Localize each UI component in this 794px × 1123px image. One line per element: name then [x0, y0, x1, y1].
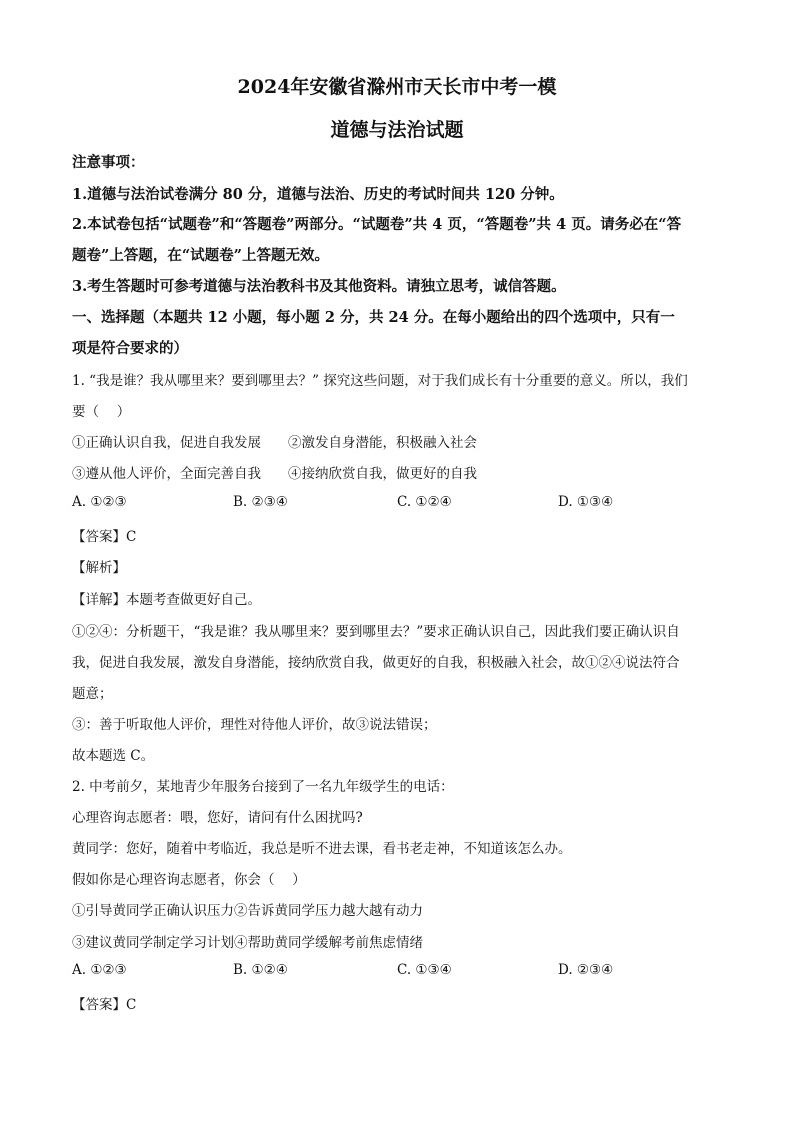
q2-items-b: ③建议黄同学制定学习计划④帮助黄同学缓解考前焦虑情绪	[72, 935, 423, 951]
q1-option-d: D. ①③④	[558, 494, 614, 510]
q1-stem-a: 1. “我是谁？我从哪里来？要到哪里去？” 探究这些问题，对于我们成长有十分重要的意义。所以，我们	[72, 373, 688, 389]
notice-heading: 注意事项：	[72, 154, 145, 171]
section-heading-2: 项是符合要求的）	[72, 340, 188, 357]
q2-stem: 2. 中考前夕，某地青少年服务台接到了一名九年级学生的电话：	[72, 779, 454, 795]
q2-question: 假如你是心理咨询志愿者，你会（ ）	[72, 872, 306, 888]
q2-option-c: C. ①③④	[397, 962, 452, 978]
notice-item-1: 1.道德与法治试卷满分 80 分，道德与法治、历史的考试时间共 120 分钟。	[72, 186, 564, 203]
q1-option-c: C. ①②④	[397, 494, 452, 510]
q1-explanation-c: 题意；	[72, 686, 113, 702]
q2-option-d: D. ②③④	[558, 962, 614, 978]
exam-title: 2024年安徽省滁州市天长市中考一模	[237, 76, 557, 98]
q1-explanation-a: ①②④：分析题干，“我是谁？我从哪里来？要到哪里去？”要求正确认识自己，因此我们要正确认识自	[72, 624, 680, 640]
q1-conclusion: 故本题选 C。	[72, 748, 155, 764]
q1-explanation-d: ③：善于听取他人评价，理性对待他人评价，故③说法错误；	[72, 717, 437, 733]
q2-dialog-2: 黄同学：您好，随着中考临近，我总是听不进去课，看书老走神，不知道该怎么办。	[72, 841, 572, 857]
q1-option-b: B. ②③④	[233, 494, 288, 510]
q2-option-a: A. ①②③	[72, 962, 127, 978]
exam-subtitle: 道德与法治试题	[330, 119, 464, 141]
q2-items-a: ①引导黄同学正确认识压力②告诉黄同学压力越大越有动力	[72, 903, 423, 919]
notice-item-2a: 2.本试卷包括“试题卷”和“答题卷”两部分。“试题卷”共 4 页，“答题卷”共 4 页。请务必在“答	[72, 216, 682, 233]
q1-explanation-b: 我，促进自我发展，激发自身潜能，接纳欣赏自我，做更好的自我，积极融入社会，故①②④说法符合	[72, 655, 680, 671]
section-heading-1: 一、选择题（本题共 12 小题，每小题 2 分，共 24 分。在每小题给出的四个选项中，只有一	[72, 309, 675, 326]
q1-stem-b: 要（ ）	[72, 404, 131, 420]
notice-item-3: 3.考生答题时可参考道德与法治教科书及其他资料。请独立思考，诚信答题。	[72, 278, 566, 295]
q2-answer: 【答案】C	[72, 997, 137, 1013]
q2-option-b: B. ①②④	[233, 962, 288, 978]
q1-analysis-tag: 【解析】	[72, 560, 126, 576]
q1-items-b: ③遵从他人评价，全面完善自我 ④接纳欣赏自我，做更好的自我	[72, 466, 477, 482]
q1-items-a: ①正确认识自我，促进自我发展 ②激发自身潜能，积极融入社会	[72, 435, 477, 451]
q1-answer: 【答案】C	[72, 529, 137, 545]
q1-detail: 【详解】本题考查做更好自己。	[72, 592, 261, 608]
notice-item-2b: 题卷”上答题，在“试题卷”上答题无效。	[72, 247, 330, 264]
q1-option-a: A. ①②③	[72, 494, 127, 510]
q2-dialog-1: 心理咨询志愿者：喂，您好，请问有什么困扰吗?	[72, 810, 363, 826]
